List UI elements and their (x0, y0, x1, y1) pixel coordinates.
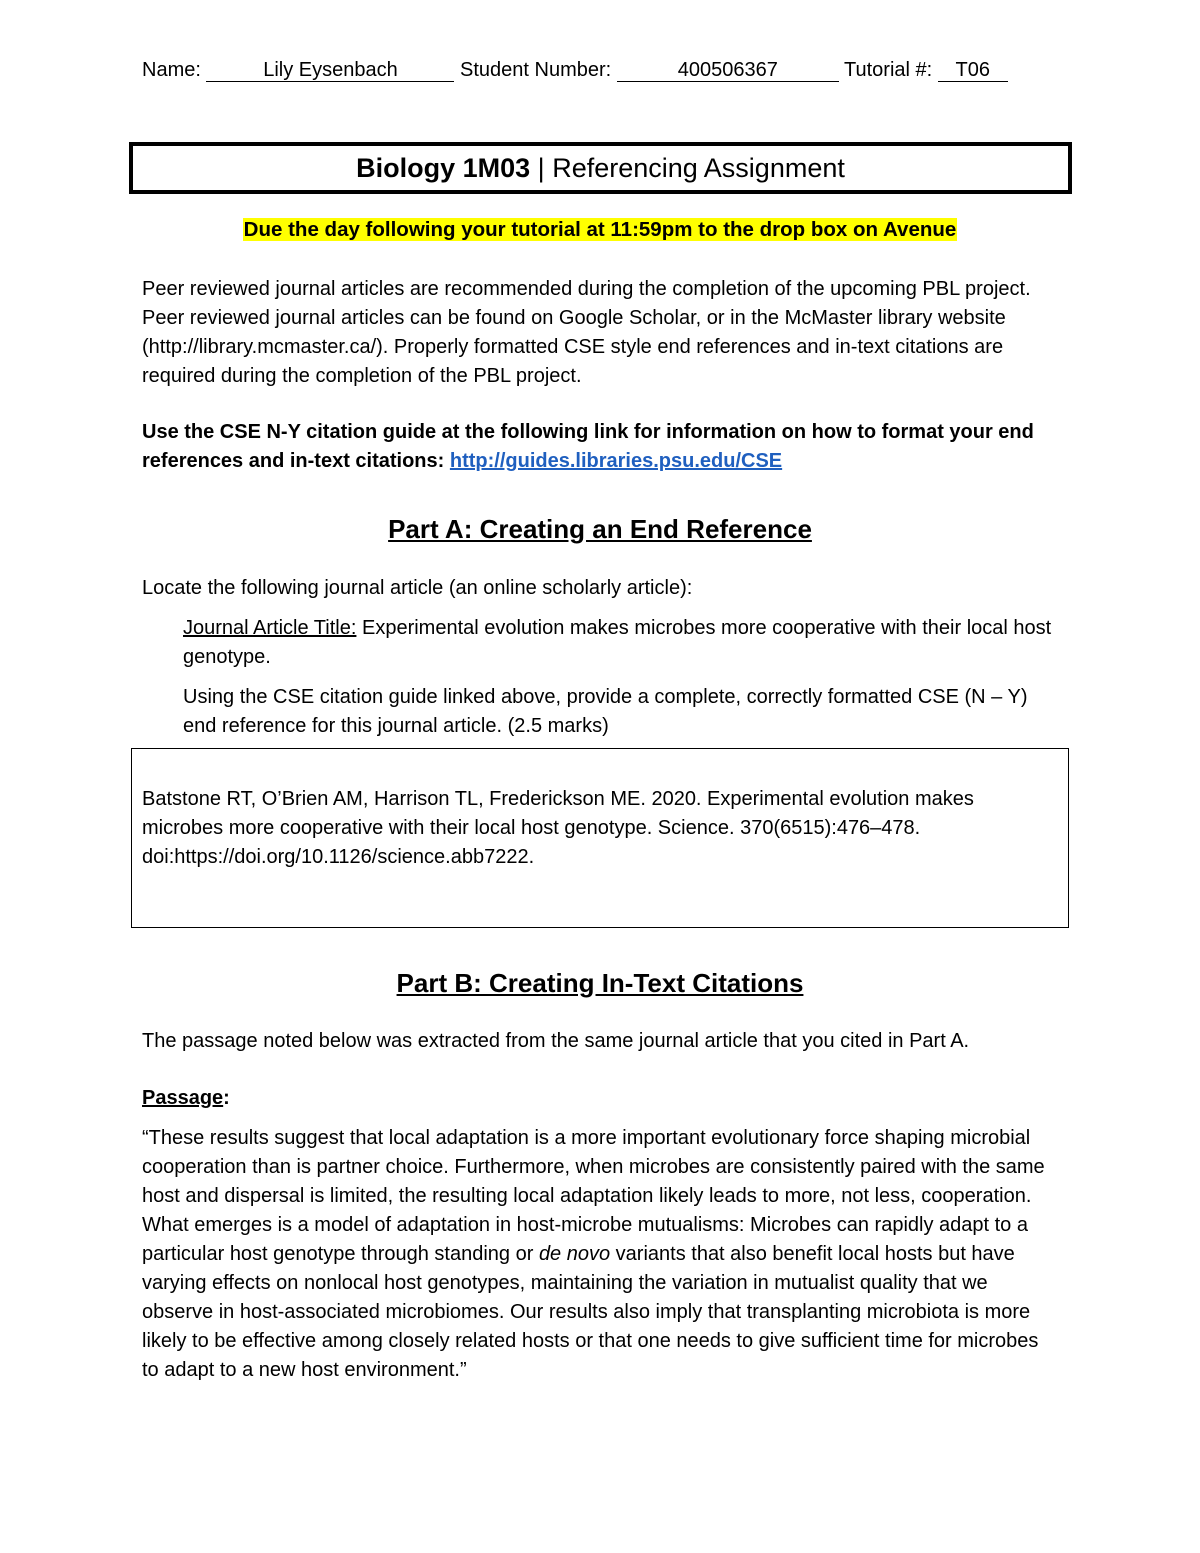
tutorial-label: Tutorial #: (844, 59, 933, 81)
citation-guide-link[interactable]: http://guides.libraries.psu.edu/CSE (449, 450, 783, 472)
passage-label: Passage (142, 1087, 224, 1109)
part-a-instruction: Using the CSE citation guide linked above, provide a complete, correctly formatted CSE (N – Y) end reference for this journal article. (2.5 marks) (183, 686, 1028, 737)
end-reference-answer-box (131, 748, 1069, 928)
name-label: Name: (142, 59, 201, 81)
locate-instruction: Locate the following journal article (an online scholarly article): (142, 577, 693, 599)
passage-label-colon: : (223, 1087, 230, 1109)
assignment-title: Referencing Assignment (552, 153, 845, 183)
part-b-intro: The passage noted below was extracted from the same journal article that you cited in Part A. (142, 1030, 970, 1052)
part-b-heading: Part B: Creating In-Text Citations (396, 968, 804, 998)
citation-guide-paragraph (142, 418, 1062, 476)
passage-label-line (142, 1084, 1062, 1113)
student-header (142, 59, 1008, 82)
article-title: Experimental evolution makes microbes more cooperative with their local host genotype. (183, 617, 1052, 668)
article-title-paragraph (183, 614, 1053, 672)
passage-text (142, 1124, 1057, 1385)
student-number-value: 400506367 (617, 59, 839, 82)
citation-guide-text: Use the CSE N-Y citation guide at the following link for information on how to format your end references and in-text citations: (142, 421, 1034, 472)
intro-paragraph: Peer reviewed journal articles are recommended during the completion of the upcoming PBL project. Peer reviewed journal articles can be found on Google Scholar, or in the McMaster library website (http://library.mcmaster.ca/). Properly formatted CSE style end references and in-text citations are required during the completion of the PBL project. (142, 278, 1031, 387)
passage-text-after: variants that also benefit local hosts but have varying effects on nonlocal host genotypes, maintaining the variation in mutualist quality that we observe in host-associated microbiomes. Our results also imply that transplanting microbiota is more likely to be effective among closely related hosts or that one needs to give sufficient time for microbes to adapt to a new host environment.” (142, 1243, 1039, 1381)
name-value: Lily Eysenbach (206, 59, 454, 82)
passage-text-before: “These results suggest that local adaptation is a more important evolutionary force shaping microbial cooperation than is partner choice. Furthermore, when microbes are consistently paired with the same host and dispersal is limited, the resulting local adaptation likely leads to more, not less, cooperation. What emerges is a model of adaptation in host-microbe mutualisms: Microbes can rapidly adapt to a particular host genotype through standing or (142, 1127, 1045, 1265)
due-notice (0, 218, 1200, 242)
article-title-label: Journal Article Title: (183, 617, 357, 639)
passage-text-italic: de novo (538, 1243, 611, 1265)
part-a-heading: Part A: Creating an End Reference (388, 514, 812, 544)
end-reference-answer: Batstone RT, O’Brien AM, Harrison TL, Frederickson ME. 2020. Experimental evolution makes microbes more cooperative with their local host genotype. Science. 370(6515):476–478. doi:https://doi.org/10.1126/science.abb7222. (142, 788, 974, 868)
tutorial-value: T06 (938, 59, 1008, 82)
course-title: Biology 1M03 (356, 153, 531, 183)
title-separator: | (537, 153, 545, 183)
due-notice-text: Due the day following your tutorial at 11:59pm to the drop box on Avenue (243, 218, 957, 241)
student-number-label: Student Number: (460, 59, 612, 81)
title-box (129, 142, 1072, 194)
